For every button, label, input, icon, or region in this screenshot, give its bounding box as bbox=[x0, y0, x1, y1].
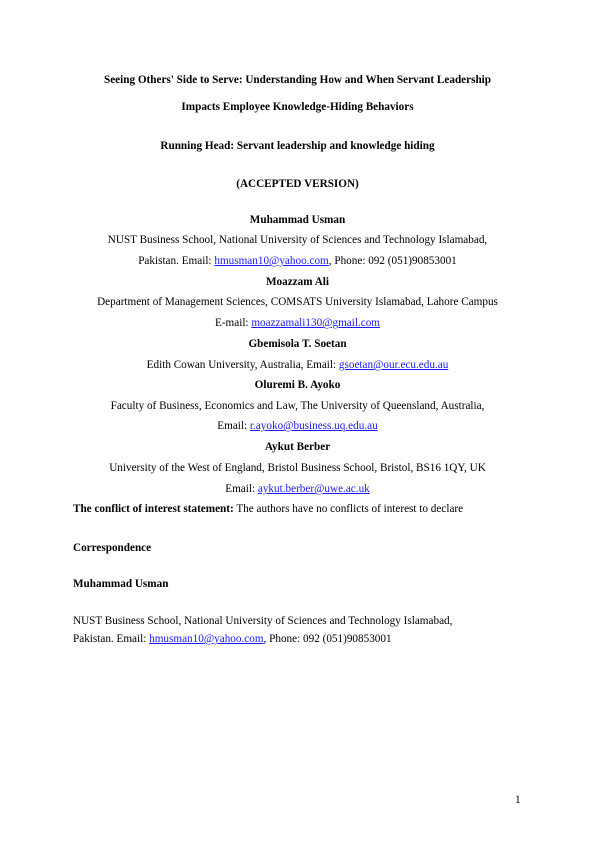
contact-prefix: Edith Cowan University, Australia, Email: bbox=[146, 359, 339, 371]
author-name-ayoko: Oluremi B. Ayoko bbox=[254, 379, 341, 391]
correspondence-address: NUST Business School, National University of Sciences and Technology Islamabad, bbox=[73, 615, 453, 627]
author-affiliation-berber: University of the West of England, Bristol Business School, Bristol, BS16 1QY, UK bbox=[109, 462, 486, 474]
running-head: Running Head: Servant leadership and knowledge hiding bbox=[160, 140, 435, 152]
author-name-soetan: Gbemisola T. Soetan bbox=[248, 338, 347, 350]
email-link-berber[interactable]: aykut.berber@uwe.ac.uk bbox=[257, 483, 370, 495]
contact-prefix: Email: bbox=[225, 483, 258, 495]
title-line-1: Seeing Others' Side to Serve: Understanding How and When Servant Leadership bbox=[103, 74, 492, 86]
email-link-usman[interactable]: hmusman10@yahoo.com bbox=[214, 255, 329, 267]
version-label: (ACCEPTED VERSION) bbox=[236, 178, 359, 190]
page-number: 1 bbox=[515, 794, 521, 806]
correspondence-contact bbox=[73, 632, 583, 646]
conflict-label: The conflict of interest statement: bbox=[73, 503, 234, 515]
author-contact-berber bbox=[0, 482, 595, 496]
author-contact-usman bbox=[0, 254, 595, 268]
author-affiliation-ayoko: Faculty of Business, Economics and Law, The University of Queensland, Australia, bbox=[110, 400, 485, 412]
contact-prefix: Pakistan. Email: bbox=[138, 255, 215, 267]
email-link-soetan[interactable]: gsoetan@our.ecu.edu.au bbox=[338, 359, 449, 371]
email-link-ali[interactable]: moazzamali130@gmail.com bbox=[251, 317, 381, 329]
author-contact-ayoko bbox=[0, 419, 595, 433]
author-name-usman: Muhammad Usman bbox=[249, 214, 346, 226]
author-name-ali: Moazzam Ali bbox=[265, 276, 330, 288]
contact-prefix: Email: bbox=[217, 420, 250, 432]
contact-prefix: Pakistan. Email: bbox=[73, 633, 150, 645]
author-affiliation-ali: Department of Management Sciences, COMSATS University Islamabad, Lahore Campus bbox=[97, 296, 498, 308]
contact-prefix: E-mail: bbox=[214, 317, 252, 329]
author-name-berber: Aykut Berber bbox=[264, 441, 331, 453]
email-link-correspondence[interactable]: hmusman10@yahoo.com bbox=[149, 633, 264, 645]
email-link-ayoko[interactable]: r.ayoko@business.uq.edu.au bbox=[249, 420, 378, 432]
author-affiliation-usman: NUST Business School, National University of Sciences and Technology Islamabad, bbox=[107, 234, 488, 246]
contact-suffix: , Phone: 092 (051)90853001 bbox=[328, 255, 457, 267]
correspondence-name: Muhammad Usman bbox=[73, 578, 169, 590]
author-contact-soetan bbox=[0, 358, 595, 372]
conflict-text: The authors have no conflicts of interest to declare bbox=[233, 503, 464, 515]
title-line-2: Impacts Employee Knowledge-Hiding Behaviors bbox=[181, 101, 414, 113]
conflict-statement bbox=[73, 502, 583, 516]
contact-suffix: , Phone: 092 (051)90853001 bbox=[263, 633, 392, 645]
author-contact-ali bbox=[0, 316, 595, 330]
correspondence-heading: Correspondence bbox=[73, 542, 152, 554]
